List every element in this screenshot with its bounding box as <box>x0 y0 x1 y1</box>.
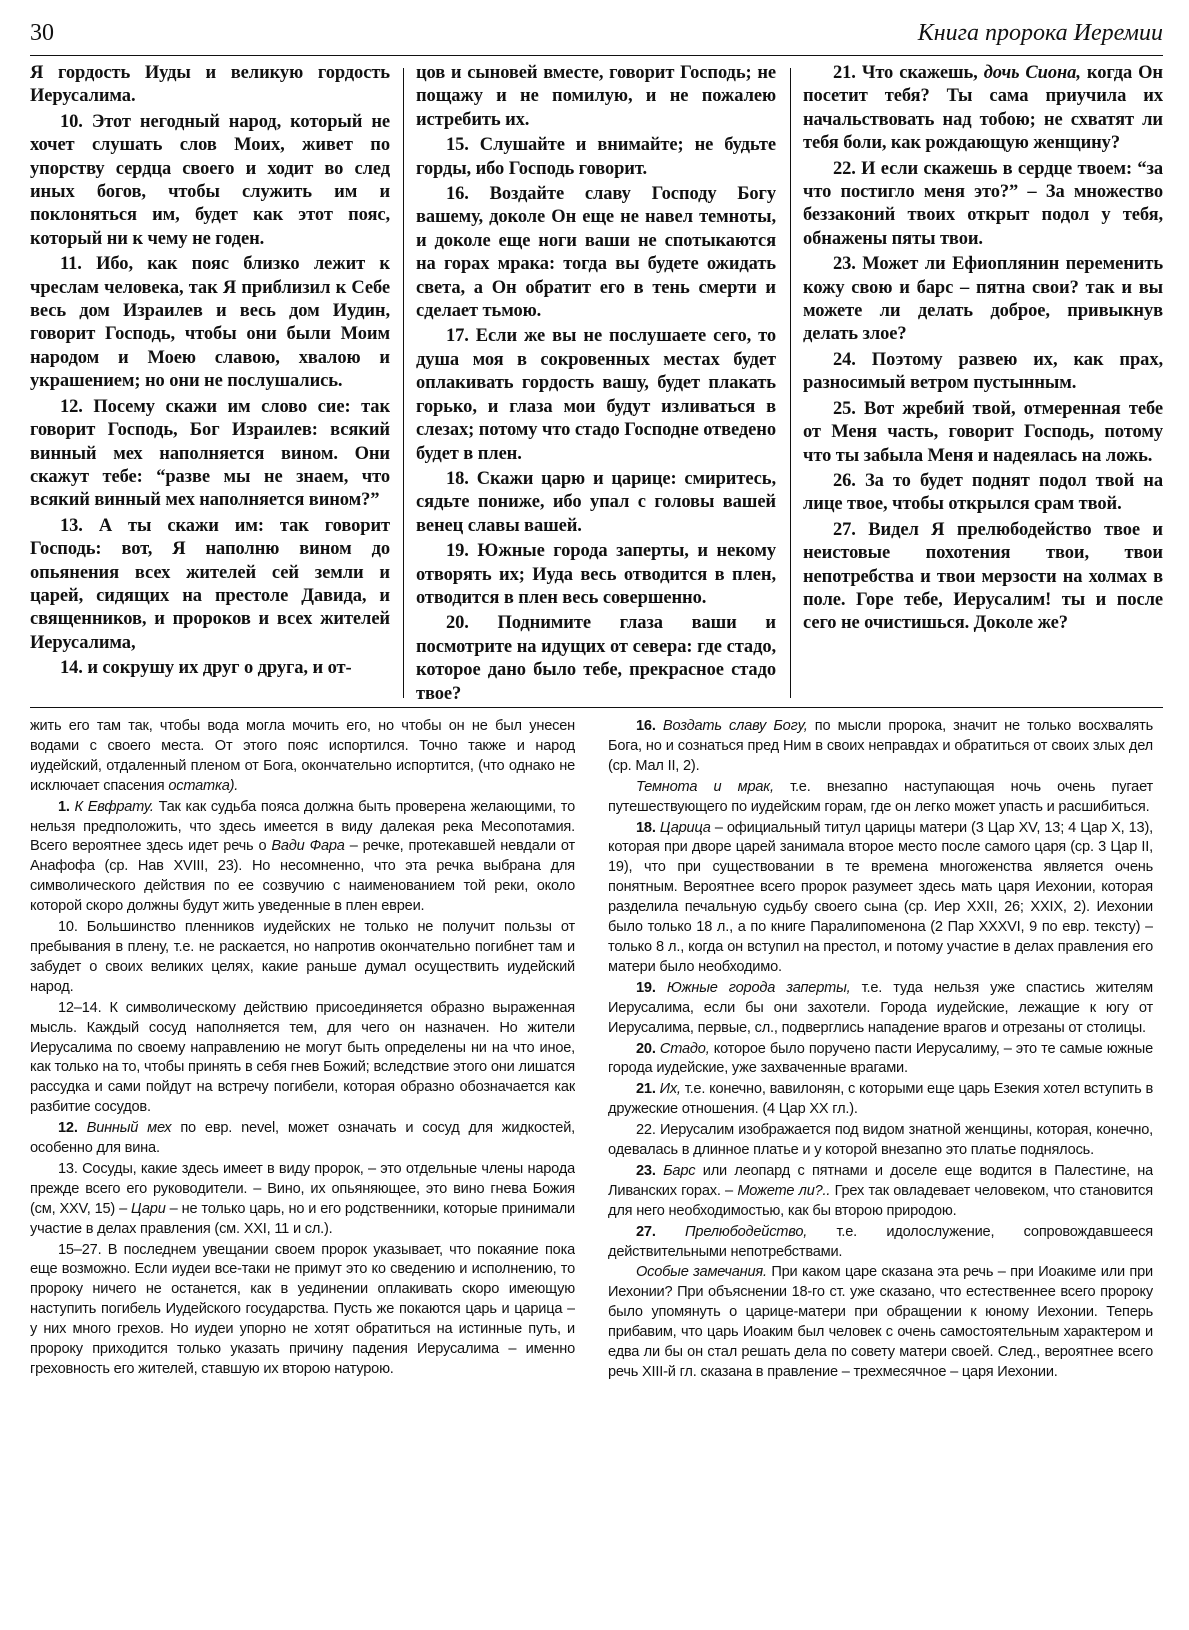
commentary-verse-number: 27. <box>636 1223 686 1240</box>
commentary-paragraph: 12–14. К символическому действию присоединяется образно выраженная мысль. Каждый сосуд наполняется тем, для чего он назначен. Но жители Иерусалима по своему направлению не могут быть определены ни на что иное, как только на то, чтобы принять в себя гнев Божий; вследствие этого они лишатся рассудка и сами пойдут на встречу погибели, которая образно обозначается как разбитие сосудов. <box>30 999 575 1116</box>
commentary-text-run: – речке, протекавшей невдали от Анафофа (ср. Нав XVIII, 23). Но несомненно, что эта речка выбрана для символического действия по ее созвучию с наименованием той реки, около которой скоро должны будут жить уведенные в плен евреи. <box>30 838 575 915</box>
commentary-paragraph <box>608 1040 1153 1080</box>
verse-9-continuation: Я гордость Иуды и великую гордость Иерусалима. <box>30 63 390 107</box>
commentary-paragraph <box>608 717 1153 777</box>
scripture-column-1 <box>30 62 390 707</box>
commentary-italic-run: Темнота и мрак, <box>636 778 774 795</box>
commentary-paragraph: 22. Иерусалим изображается под видом знатной женщины, которая, конечно, одевалась в длинное платье и у которой внезапно это платье поднялось. <box>608 1122 1153 1159</box>
commentary-paragraph <box>30 717 575 797</box>
commentary-paragraph: 15–27. В последнем увещании своем пророк указывает, что покаяние пока еще возможно. Если иудеи все-таки не примут это ко сведению и исполнению, то пророку ничего не останется, как в уединении оплакивать скоро имеющую наступить погибель Иудейского государства. Пусть же покаются царь и царица – у них много грехов. Но иудеи упорно не хотят обратиться на истинные путь, и пророку приходится только указать причину падения Иерусалима – именно греховность его жителей, ставшую их второю натурою. <box>30 1241 575 1377</box>
commentary-paragraph <box>30 1160 575 1240</box>
commentary-text-run: т.е. идолослужение, сопровождавшееся действительными непотребствами. <box>608 1223 1153 1260</box>
verse-13: 13. А ты скажи им: так говорит Господь: вот, Я наполню вином до опьянения всех жителей сей земли и царей, сидящих на престоле Давида, и священников, и пророков и всех жителей Иерусалима, <box>30 515 390 653</box>
commentary-italic-run: Воздать славу Богу, <box>662 718 808 734</box>
commentary-paragraph <box>608 819 1153 978</box>
scripture-column-2 <box>416 62 776 707</box>
verse-10: 10. Этот негодный народ, который не хочет слушать слов Моих, живет по упорству сердца своего и ходит во след иных богов, чтобы служить им и поклоняться им, будет как этот пояс, который ни к чему не годен. <box>30 111 390 249</box>
verse-14-continuation: цов и сыновей вместе, говорит Господь; не пощажу и не помилую, и не пожалею истребить их. <box>416 63 776 130</box>
verse-21-italic: дочь Сиона, <box>983 63 1081 83</box>
commentary-italic-run: Барс <box>663 1162 696 1179</box>
commentary-italic-run: Вади Фара <box>271 838 345 855</box>
commentary-text-run: Грех так овладевает человеком, что становится для него необходимостью, как бы второю природою. <box>608 1182 1153 1219</box>
commentary-text-run: т.е. внезапно наступающая ночь очень пугает путешествующего по иудейским горам, где он легко может упасть и расшибиться. <box>608 778 1153 815</box>
commentary-italic-run: К Евфрату. <box>74 798 154 815</box>
commentary-paragraph <box>608 1162 1153 1222</box>
section-divider <box>30 707 1163 708</box>
commentary-paragraph <box>608 1223 1153 1263</box>
commentary-text-run: т.е. туда нельзя уже спастись жителям Иерусалима, если бы они захотели. Города иудейские, лежащие к югу от Иерусалима, первые, сл., подверглись нападение врагов и отрезаны от столицы. <box>608 979 1153 1036</box>
verse-18: 18. Скажи царю и царице: смиритесь, сядьте пониже, ибо упал с головы вашей венец славы вашей. <box>416 468 776 536</box>
commentary-text-run: – не только царь, но и его родственники, которые принимали участие в делах правления (см. XXI, 11 и сл.). <box>30 1200 575 1237</box>
commentary-text-run: 13. Сосуды, какие здесь имеет в виду пророк, – это отдельные члены народа прежде всего его руководители. – Вино, их опьяняющее, это вино гнева Божия (см, XXV, 15) – <box>30 1160 575 1217</box>
verse-22: 22. И если скажешь в сердце твоем: “за что постигло меня это?” – За множество беззаконий твоих открыт подол у тебя, обнажены пяты твои. <box>803 158 1163 249</box>
verse-16: 16. Воздайте славу Господу Богу вашему, доколе Он еще не навел темноты, и доколе еще ноги ваши не спотыкаются на горах мрака: тогда вы будете ожидать света, а Он обратит его в тень смерти и сделает тьмою. <box>416 184 776 322</box>
commentary-paragraph: 10. Большинство пленников иудейских не только не получит пользы от пребывания в плену, т.е. не раскается, но напротив окончательно погибнет там и забудет о своих великих целях, какие раньше думал осуществить иудейский народ. <box>30 919 575 995</box>
header-divider <box>30 55 1163 56</box>
verse-15: 15. Слушайте и внимайте; не будьте горды, ибо Господь говорит. <box>416 135 776 179</box>
commentary-paragraph <box>608 1080 1153 1120</box>
commentary-text-run: – официальный титул царицы матери (3 Цар XV, 13; 4 Цар X, 13), которая при дворе царей занимала второе место после самого царя (ср. 3 Цар II, 19), что при существовании в те времена многоженства является очень понятным. Вероятнее всего пророк разумеет здесь мать царя Иехонии, которая разделила печальную судьбу своего сына (ср. Иер XXII, 26; XXIX, 2). Иехонии было только 18 л., а по книге Паралипоменона (2 Пар XXXVI, 9 по евр. тексту) – только 8 л., когда он вступил на престол, и потому участие в делах правления его матери было необходимо. <box>608 819 1153 975</box>
verse-21-text-end: когда Он посетит тебя? Ты сама приучила их начальствовать над тобою; не схватят ли тебя боли, как рождающую женщину? <box>803 63 1163 154</box>
commentary-italic-run: Особые замечания. <box>636 1264 767 1281</box>
commentary-italic-run: остатка). <box>168 777 239 794</box>
commentary-verse-number: 1. <box>58 798 75 815</box>
commentary-column-right <box>608 717 1153 1617</box>
verse-25: 25. Вот жребий твой, отмеренная тебе от Меня часть, говорит Господь, потому что ты забыла Меня и надеялась на ложь. <box>803 398 1163 466</box>
column-divider <box>403 68 404 698</box>
commentary-verse-number: 12. <box>58 1120 87 1137</box>
verse-11: 11. Ибо, как пояс близко лежит к чреслам человека, так Я приблизил к Себе весь дом Израилев и весь дом Иудин, говорит Господь, чтобы они были Моим народом и Моею славою, хвалою и украшением; но они не послушались. <box>30 254 390 392</box>
commentary-verse-number: 19. <box>636 979 667 996</box>
commentary-italic-run: Прелюбодейство, <box>685 1223 808 1240</box>
verse-19: 19. Южные города заперты, и некому отворять их; Иуда весь отводится в плен, отводится в плен весь совершенно. <box>416 541 776 608</box>
scripture-text <box>30 62 1163 707</box>
commentary-verse-number: 21. <box>636 1081 660 1098</box>
commentary-text <box>30 717 1163 1617</box>
commentary-paragraph <box>608 979 1153 1039</box>
verse-12: 12. Посему скажи им слово сие: так говорит Господь, Бог Израилев: всякий винный мех наполняется вином. Они скажут тебе: “разве мы не знаем, что всякий винный мех наполняется вином?” <box>30 396 390 511</box>
commentary-text-run: Так как судьба пояса должна быть проверена желающими, то нельзя предположить, что здесь имеется в виду далекая река Месопотамия. Всего вероятнее здесь идет речь о <box>30 798 575 855</box>
commentary-italic-run: Цари <box>131 1200 166 1217</box>
verse-24: 24. Поэтому развею их, как прах, разносимый ветром пустынным. <box>803 349 1163 394</box>
commentary-text-run: которое было поручено пасти Иерусалиму, – это те самые южные города иудейские, уже захваченные врагами. <box>608 1040 1153 1077</box>
verse-21 <box>803 62 1163 156</box>
commentary-italic-run: Можете ли?.. <box>737 1182 831 1199</box>
verse-23: 23. Может ли Ефиоплянин переменить кожу свою и барс – пятна свои? так и вы можете ли делать доброе, привыкнув делать злое? <box>803 254 1163 345</box>
page-number: 30 <box>30 20 54 46</box>
column-divider <box>790 68 791 698</box>
commentary-italic-run: Южные города заперты, <box>666 979 851 996</box>
verse-27: 27. Видел Я прелюбодейство твое и неистовые похотения твои, твои непотребства и твои мерзости на холмах в поле. Горе тебе, Иерусалим! ты и после сего не очистишься. Доколе же? <box>803 519 1163 634</box>
verse-21-text: 21. Что скажешь, <box>833 63 984 83</box>
verse-17: 17. Если же вы не послушаете сего, то душа моя в сокровенных местах будет оплакивать гордость вашу, будет плакать горько, и глаза мои будут изливаться в слезах; потому что стадо Господне отведено будет в плен. <box>416 326 776 464</box>
commentary-column-left <box>30 717 575 1617</box>
commentary-text-run: по мысли пророка, значит не только восхвалять Бога, но и сознаться пред Ним в своих неправдах и обратиться от своих злых дел (ср. Мал II, 2). <box>608 718 1153 774</box>
commentary-italic-run: Их, <box>659 1081 681 1098</box>
commentary-verse-number: 20. <box>636 1040 660 1057</box>
commentary-text-run: или леопард с пятнами и доселе еще водится в Палестине, на Ливанских горах. – <box>608 1162 1153 1199</box>
verse-20: 20. Поднимите глаза ваши и посмотрите на идущих от севера: где стадо, которое дано было тебе, прекрасное стадо твое? <box>416 613 776 704</box>
scripture-column-3 <box>803 62 1163 707</box>
commentary-italic-run: Винный мех <box>86 1120 172 1137</box>
verse-26: 26. За то будет поднят подол твой на лице твое, чтобы открылся срам твой. <box>803 470 1163 515</box>
commentary-italic-run: Царица <box>659 819 711 836</box>
commentary-italic-run: Стадо, <box>659 1040 710 1057</box>
commentary-paragraph <box>30 798 575 917</box>
commentary-paragraph <box>30 1119 575 1159</box>
commentary-verse-number: 18. <box>636 819 660 836</box>
commentary-verse-number: 23. <box>636 1162 664 1179</box>
page-header <box>30 20 1163 60</box>
commentary-text-run: т.е. конечно, вавилонян, с которыми еще царь Езекия хотел вступить в дружеские отношения. (4 Цар XX гл.). <box>608 1081 1153 1118</box>
commentary-paragraph <box>608 1263 1153 1382</box>
running-title: Книга пророка Иеремии <box>917 20 1163 46</box>
commentary-text-run: При каком царе сказана эта речь – при Иоакиме или при Иехонии? При объяснении 18-го ст. уже сказано, что естественнее всего пророку было упомянуть о царице-матери при обращении к юному Иехонии. Теперь прибавим, что царь Иоаким был человек с очень самостоятельным характером и едва ли бы он стал решать дела по совету матери своей. След., вероятнее всего речь XIII-й гл. сказана в правление – трехмесячное – царя Иехонии. <box>608 1264 1153 1380</box>
commentary-text-run: по евр. nevel, может означать и сосуд для жидкостей, особенно для вина. <box>30 1120 575 1157</box>
commentary-text-run: жить его там так, чтобы вода могла мочить его, но чтобы он не был унесен водами с своего места. От этого пояс испортился. Точно также и народ иудейский, отдаленный пленом от Бога, окончательно испортится, (что однако не исключает спасения <box>30 718 575 794</box>
verse-14: 14. и сокрушу их друг о друга, и от- <box>60 658 352 679</box>
commentary-paragraph <box>608 778 1153 818</box>
commentary-verse-number: 16. <box>636 718 663 734</box>
